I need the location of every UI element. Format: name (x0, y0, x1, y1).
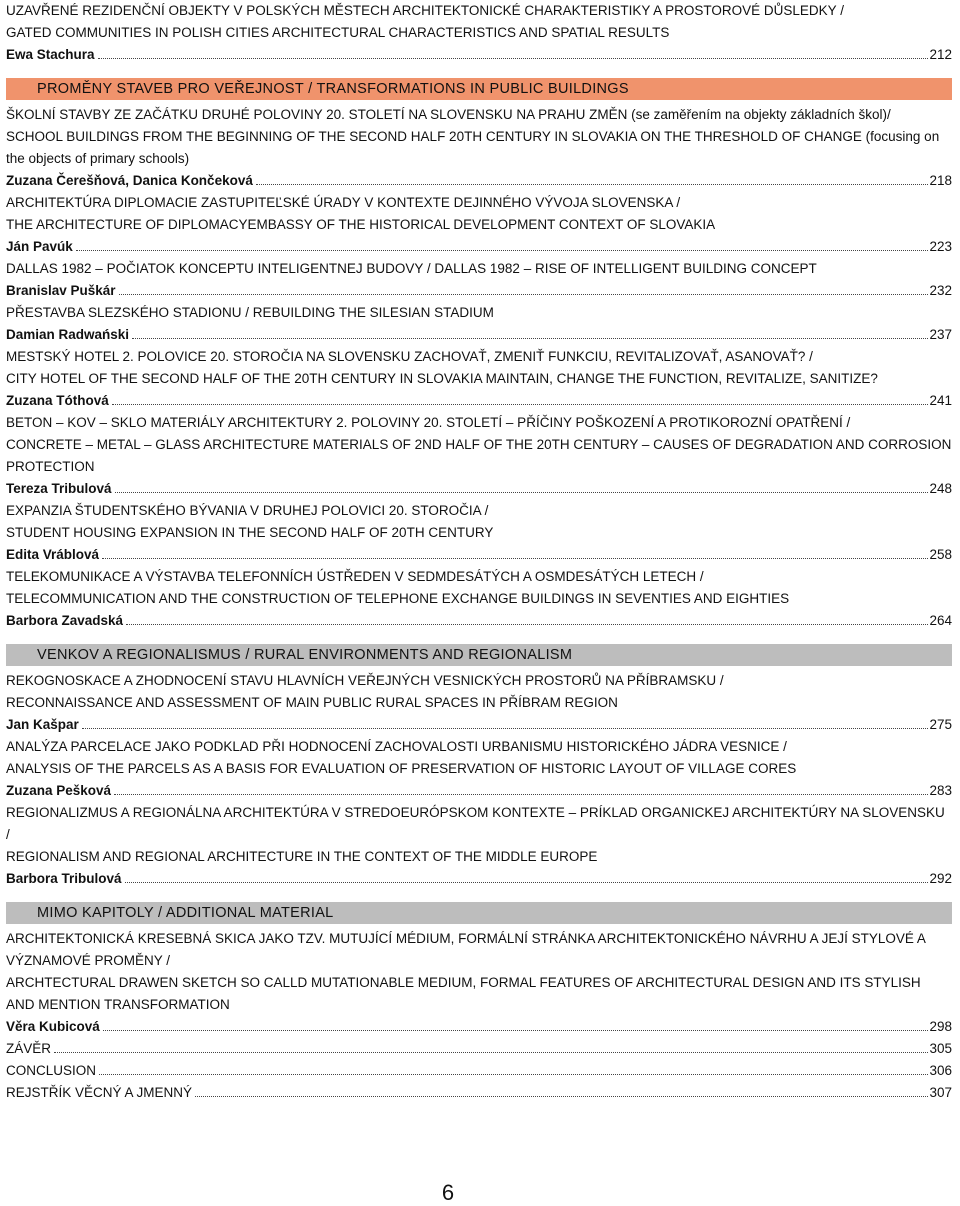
entry-title-line: GATED COMMUNITIES IN POLISH CITIES ARCHITECTURAL CHARACTERISTICS AND SPATIAL RESULTS (6, 25, 670, 40)
page-number (0, 1180, 900, 1206)
entry-title-line: THE ARCHITECTURE OF DIPLOMACYEMBASSY OF THE HISTORICAL DEVELOPMENT CONTEXT OF SLOVAKIA (6, 217, 716, 232)
entry-page-number: 232 (929, 283, 952, 298)
toc-entry (6, 412, 952, 500)
toc-entry (6, 0, 952, 66)
toc-entry (6, 302, 952, 346)
entry-author-line[interactable] (6, 170, 952, 192)
toc-entry (6, 258, 952, 302)
entry-label: CONCLUSION (6, 1063, 97, 1078)
toc-entry (6, 1082, 952, 1104)
entry-page-number: 237 (929, 327, 952, 342)
entry-author-line[interactable] (6, 1016, 952, 1038)
entry-title-line: ARCHITEKTONICKÁ KRESEBNÁ SKICA JAKO TZV. MUTUJÍCÍ MÉDIUM, FORMÁLNÍ STRÁNKA ARCHITEKTONICKÉHO NÁVRHU A JEJÍ STYLOVÉ A VÝZNAMOVÉ PROMĚNY / (6, 931, 926, 968)
entry-author: Ján Pavúk (6, 239, 73, 254)
entry-title-line: EXPANZIA ŠTUDENTSKÉHO BÝVANIA V DRUHEJ POLOVICI 20. STOROČIA / (6, 503, 489, 518)
page-number-value: 6 (441, 1180, 455, 1205)
toc-entry (6, 736, 952, 802)
entry-simple-line[interactable] (6, 1038, 952, 1060)
dot-leader (119, 293, 929, 295)
entry-title-line: REKOGNOSKACE A ZHODNOCENÍ STAVU HLAVNÍCH VEŘEJNÝCH VESNICKÝCH PROSTORŮ NA PŘÍBRAMSKU / (6, 673, 724, 688)
toc-entry (6, 928, 952, 1038)
toc-entry (6, 104, 952, 192)
entry-author-line[interactable] (6, 714, 952, 736)
section-heading: MIMO KAPITOLY / ADDITIONAL MATERIAL (6, 902, 952, 924)
dot-leader (115, 491, 929, 493)
dot-leader (126, 623, 928, 625)
entry-author-line[interactable] (6, 868, 952, 890)
toc-entry (6, 346, 952, 412)
entry-page-number: 223 (929, 239, 952, 254)
entry-title-line: TELEKOMUNIKACE A VÝSTAVBA TELEFONNÍCH ÚSTŘEDEN V SEDMDESÁTÝCH A OSMDESÁTÝCH LETECH / (6, 569, 704, 584)
dot-leader (132, 337, 928, 339)
entry-author-line[interactable] (6, 44, 952, 66)
entry-title-line: ARCHITEKTÚRA DIPLOMACIE ZASTUPITEĽSKÉ ÚRADY V KONTEXTE DEJINNÉHO VÝVOJA SLOVENSKA / (6, 195, 681, 210)
dot-leader (98, 57, 929, 59)
entry-title-line: REGIONALIZMUS A REGIONÁLNA ARCHITEKTÚRA V STREDOEURÓPSKOM KONTEXTE – PRÍKLAD ORGANICKEJ ARCHITEKTÚRY NA SLOVENSKU / (6, 805, 945, 842)
entry-title-line: DALLAS 1982 – POČIATOK KONCEPTU INTELIGENTNEJ BUDOVY / DALLAS 1982 – RISE OF INTELLIGENT BUILDING CONCEPT (6, 261, 817, 276)
toc-entry (6, 1060, 952, 1082)
dot-leader (114, 793, 928, 795)
entry-label: ZÁVĚR (6, 1041, 52, 1056)
entry-title-line: ARCHTECTURAL DRAWEN SKETCH SO CALLD MUTATIONABLE MEDIUM, FORMAL FEATURES OF ARCHITECTURAL DESIGN AND ITS STYLISH AND MENTION TRANSFORMATION (6, 975, 921, 1012)
entry-author: Edita Vráblová (6, 547, 100, 562)
entry-title-line: PŘESTAVBA SLEZSKÉHO STADIONU / REBUILDING THE SILESIAN STADIUM (6, 305, 494, 320)
entry-simple-line[interactable] (6, 1060, 952, 1082)
toc-entry (6, 566, 952, 632)
entry-author: Barbora Zavadská (6, 613, 124, 628)
entry-author-line[interactable] (6, 610, 952, 632)
toc-entry (6, 192, 952, 258)
entry-page-number: 258 (929, 547, 952, 562)
dot-leader (54, 1051, 928, 1053)
dot-leader (112, 403, 929, 405)
entry-page-number: 283 (929, 783, 952, 798)
entry-author: Damian Radwański (6, 327, 130, 342)
dot-leader (195, 1095, 928, 1097)
entry-author: Branislav Puškár (6, 283, 116, 298)
entry-page-number: 307 (929, 1085, 952, 1100)
entry-author: Zuzana Čerešňová, Danica Končeková (6, 173, 253, 188)
dot-leader (99, 1073, 928, 1075)
entry-title-line: SCHOOL BUILDINGS FROM THE BEGINNING OF THE SECOND HALF 20TH CENTURY IN SLOVAKIA ON THE THRESHOLD OF CHANGE (focusing on the objects of primary schools) (6, 129, 940, 166)
dot-leader (256, 183, 929, 185)
dot-leader (76, 249, 929, 251)
entry-title-line: ŠKOLNÍ STAVBY ZE ZAČÁTKU DRUHÉ POLOVINY 20. STOLETÍ NA SLOVENSKU NA PRAHU ZMĚN (se zaměřením na objekty základních škol)/ (6, 107, 891, 122)
entry-author-line[interactable] (6, 236, 952, 258)
dot-leader (82, 727, 929, 729)
entry-title-line: TELECOMMUNICATION AND THE CONSTRUCTION OF TELEPHONE EXCHANGE BUILDINGS IN SEVENTIES AND EIGHTIES (6, 591, 790, 606)
section-gap (6, 66, 952, 78)
entry-title-line: BETON – KOV – SKLO MATERIÁLY ARCHITEKTURY 2. POLOVINY 20. STOLETÍ – PŘÍČINY POŠKOZENÍ A PROTIKOROZNÍ OPATŘENÍ / (6, 415, 851, 430)
entry-author-line[interactable] (6, 478, 952, 500)
dot-leader (125, 881, 929, 883)
entry-author: Zuzana Pešková (6, 783, 112, 798)
section-gap (6, 890, 952, 902)
entry-author: Barbora Tribulová (6, 871, 122, 886)
entry-title-line: REGIONALISM AND REGIONAL ARCHITECTURE IN THE CONTEXT OF THE MIDDLE EUROPE (6, 849, 598, 864)
entry-author: Ewa Stachura (6, 47, 95, 62)
entry-page-number: 241 (929, 393, 952, 408)
entry-title-line: STUDENT HOUSING EXPANSION IN THE SECOND HALF OF 20TH CENTURY (6, 525, 494, 540)
toc-entry (6, 500, 952, 566)
entry-title-line: CITY HOTEL OF THE SECOND HALF OF THE 20TH CENTURY IN SLOVAKIA MAINTAIN, CHANGE THE FUNCTION, REVITALIZE, SANITIZE? (6, 371, 878, 386)
entry-simple-line[interactable] (6, 1082, 952, 1104)
entry-label: REJSTŘÍK VĚCNÝ A JMENNÝ (6, 1085, 193, 1100)
entry-page-number: 264 (929, 613, 952, 628)
entry-author: Tereza Tribulová (6, 481, 112, 496)
entry-page-number: 305 (929, 1041, 952, 1056)
entry-page-number: 218 (929, 173, 952, 188)
section-gap (6, 632, 952, 644)
entry-page-number: 298 (929, 1019, 952, 1034)
entry-title-line: RECONNAISSANCE AND ASSESSMENT OF MAIN PUBLIC RURAL SPACES IN PŘÍBRAM REGION (6, 695, 618, 710)
entry-title-line: CONCRETE – METAL – GLASS ARCHITECTURE MATERIALS OF 2ND HALF OF THE 20TH CENTURY – CAUSES OF DEGRADATION AND CORROSION PROTECTION (6, 437, 952, 474)
dot-leader (103, 1029, 929, 1031)
entry-author-line[interactable] (6, 324, 952, 346)
entry-author-line[interactable] (6, 390, 952, 412)
section-heading: PROMĚNY STAVEB PRO VEŘEJNOST / TRANSFORMATIONS IN PUBLIC BUILDINGS (6, 78, 952, 100)
table-of-contents (6, 0, 952, 1104)
entry-page-number: 248 (929, 481, 952, 496)
section-heading: VENKOV A REGIONALISMUS / RURAL ENVIRONMENTS AND REGIONALISM (6, 644, 952, 666)
entry-page-number: 306 (929, 1063, 952, 1078)
entry-author: Jan Kašpar (6, 717, 79, 732)
entry-page-number: 275 (929, 717, 952, 732)
toc-entry (6, 802, 952, 890)
entry-page-number: 292 (929, 871, 952, 886)
entry-author-line[interactable] (6, 280, 952, 302)
dot-leader (102, 557, 928, 559)
entry-title-line: ANALÝZA PARCELACE JAKO PODKLAD PŘI HODNOCENÍ ZACHOVALOSTI URBANISMU HISTORICKÉHO JÁDRA VESNICE / (6, 739, 787, 754)
toc-entry (6, 1038, 952, 1060)
entry-title-line: ANALYSIS OF THE PARCELS AS A BASIS FOR EVALUATION OF PRESERVATION OF HISTORIC LAYOUT OF VILLAGE CORES (6, 761, 797, 776)
entry-author-line[interactable] (6, 780, 952, 802)
entry-author-line[interactable] (6, 544, 952, 566)
entry-author: Věra Kubicová (6, 1019, 100, 1034)
entry-page-number: 212 (929, 47, 952, 62)
entry-author: Zuzana Tóthová (6, 393, 109, 408)
entry-title-line: UZAVŘENÉ REZIDENČNÍ OBJEKTY V POLSKÝCH MĚSTECH ARCHITEKTONICKÉ CHARAKTERISTIKY A PROSTOROVÉ DŮSLEDKY / (6, 3, 844, 18)
entry-title-line: MESTSKÝ HOTEL 2. POLOVICE 20. STOROČIA NA SLOVENSKU ZACHOVAŤ, ZMENIŤ FUNKCIU, REVITALIZOVAŤ, ASANOVAŤ? / (6, 349, 813, 364)
toc-entry (6, 670, 952, 736)
